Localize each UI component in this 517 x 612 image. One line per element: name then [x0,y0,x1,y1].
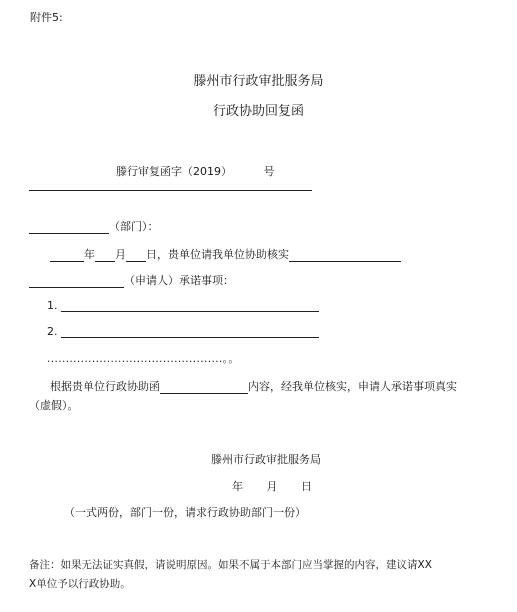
recipient-line [29,218,159,234]
footer-date-month: 月 [266,480,278,493]
item-2-blank [61,325,319,338]
applicant-line [29,272,234,288]
item-2-number: 2. [47,325,58,338]
document-number-underline [29,190,312,191]
ellipsis-line: ...............................................。。 [47,353,240,365]
verification-end: （虚假）。 [29,399,79,412]
verification-line [50,378,457,394]
day-text: 日，贵单位请我单位协助核实 [146,248,289,261]
verification-prefix: 根据贵单位行政协助函 [50,380,160,393]
remark-line-2: X单位予以行政协助。 [29,578,131,590]
year-label: 年 [84,248,95,261]
footer-date-year: 年 [232,480,243,493]
recipient-blank [29,221,109,234]
document-number-suffix: 号 [263,165,275,178]
footer-date-day: 日 [301,480,312,493]
recipient-suffix: （部门）： [109,220,159,233]
document-number-prefix: 滕行审复函字（2019） [116,165,232,178]
attachment-label: 附件5: [30,11,63,24]
verify-subject-blank [289,249,401,262]
month-label: 月 [115,248,126,261]
verification-suffix: 内容，经我单位核实，申请人承诺事项真实 [248,380,457,393]
remark-line-1: 备注：如果无法证实真假，请说明原因。如果不属于本部门应当掌握的内容，建议请XX [29,559,432,571]
copies-note: （一式两份，部门一份，请求行政协助部门一份） [64,506,306,519]
day-blank [126,249,146,262]
footer-agency: 滕州市行政审批服务局 [211,453,321,466]
footer-date [232,478,312,494]
document-title: 行政协助回复函 [212,104,304,119]
applicant-suffix: （申请人）承诺事项： [124,274,234,287]
year-blank [50,249,84,262]
document-number [116,163,275,179]
item-1-blank [61,299,319,312]
commitment-item-2 [47,325,319,338]
month-blank [95,249,115,262]
applicant-blank [29,275,124,288]
request-date-line [50,246,401,262]
header-agency: 滕州市行政审批服务局 [193,74,324,89]
commitment-item-1 [47,299,319,312]
item-1-number: 1. [47,299,58,312]
verification-blank [160,381,248,394]
